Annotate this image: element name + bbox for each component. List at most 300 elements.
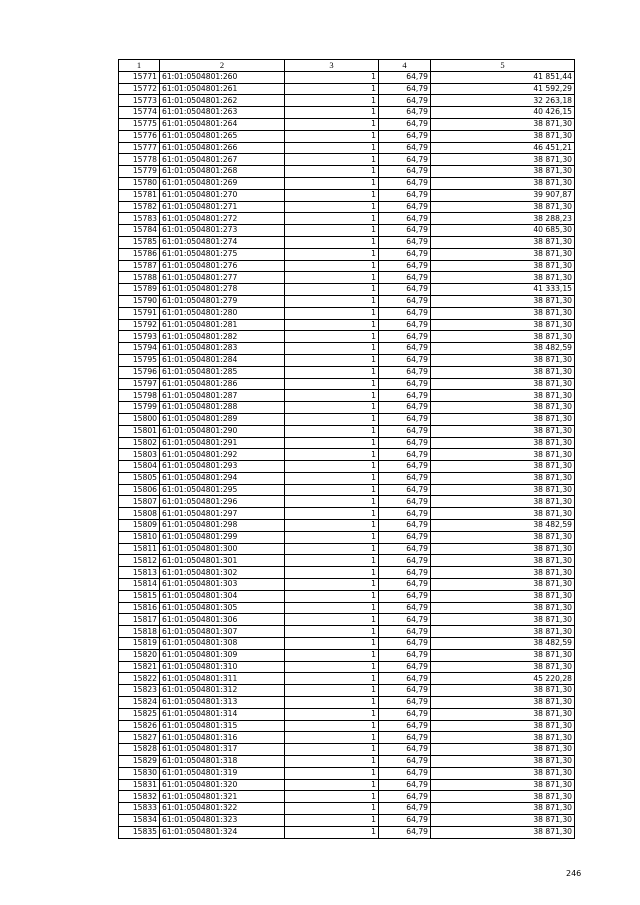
table-cell: 1 [285,685,379,697]
table-cell: 15799 [119,402,160,414]
table-cell: 61:01:0504801:267 [160,154,285,166]
table-cell: 61:01:0504801:324 [160,826,285,838]
table-cell: 61:01:0504801:306 [160,614,285,626]
table-cell: 64,79 [379,307,431,319]
table-cell: 64,79 [379,531,431,543]
table-cell: 64,79 [379,402,431,414]
table-cell: 64,79 [379,803,431,815]
table-cell: 61:01:0504801:265 [160,130,285,142]
table-row [119,744,575,756]
table-cell: 15776 [119,130,160,142]
table-row [119,685,575,697]
table-row [119,614,575,626]
table-cell: 1 [285,71,379,83]
table-cell: 1 [285,402,379,414]
table-cell: 64,79 [379,496,431,508]
table-cell: 61:01:0504801:305 [160,602,285,614]
table-cell: 38 871,30 [431,177,575,189]
table-cell: 61:01:0504801:261 [160,83,285,95]
table-cell: 1 [285,213,379,225]
table-cell: 1 [285,284,379,296]
table-cell: 64,79 [379,472,431,484]
table-cell: 61:01:0504801:290 [160,425,285,437]
table-cell: 46 451,21 [431,142,575,154]
table-cell: 15830 [119,767,160,779]
table-cell: 61:01:0504801:316 [160,732,285,744]
table-cell: 64,79 [379,508,431,520]
table-cell: 64,79 [379,319,431,331]
table-cell: 38 871,30 [431,661,575,673]
table-cell: 61:01:0504801:317 [160,744,285,756]
table-cell: 38 871,30 [431,366,575,378]
table-cell: 38 871,30 [431,791,575,803]
table-cell: 38 871,30 [431,626,575,638]
table-cell: 38 871,30 [431,815,575,827]
table-row [119,708,575,720]
table-cell: 61:01:0504801:308 [160,638,285,650]
table-cell: 15795 [119,354,160,366]
table-cell: 61:01:0504801:296 [160,496,285,508]
table-cell: 15825 [119,708,160,720]
table-cell: 1 [285,390,379,402]
table-cell: 1 [285,225,379,237]
table-cell: 61:01:0504801:322 [160,803,285,815]
table-cell: 15811 [119,543,160,555]
table-row [119,508,575,520]
table-cell: 15809 [119,520,160,532]
column-header: 3 [285,60,379,72]
table-cell: 1 [285,118,379,130]
table-cell: 61:01:0504801:303 [160,579,285,591]
table-cell: 61:01:0504801:289 [160,413,285,425]
table-cell: 38 482,59 [431,343,575,355]
table-cell: 61:01:0504801:301 [160,555,285,567]
table-cell: 15831 [119,779,160,791]
table-cell: 38 482,59 [431,638,575,650]
table-cell: 64,79 [379,555,431,567]
table-cell: 41 851,44 [431,71,575,83]
table-cell: 15832 [119,791,160,803]
table-cell: 38 871,30 [431,130,575,142]
table-cell: 61:01:0504801:286 [160,378,285,390]
table-row [119,213,575,225]
table-cell: 64,79 [379,815,431,827]
table-cell: 64,79 [379,685,431,697]
table-cell: 15807 [119,496,160,508]
table-row [119,366,575,378]
table-row [119,484,575,496]
table-cell: 15792 [119,319,160,331]
table-cell: 61:01:0504801:273 [160,225,285,237]
table-cell: 64,79 [379,95,431,107]
table-cell: 38 871,30 [431,496,575,508]
table-cell: 38 871,30 [431,508,575,520]
table-cell: 64,79 [379,697,431,709]
table-cell: 1 [285,626,379,638]
table-cell: 15802 [119,437,160,449]
table-cell: 38 871,30 [431,602,575,614]
table-cell: 1 [285,531,379,543]
table-cell: 1 [285,366,379,378]
table-cell: 1 [285,236,379,248]
table-cell: 38 871,30 [431,720,575,732]
table-cell: 61:01:0504801:323 [160,815,285,827]
table-cell: 1 [285,826,379,838]
table-cell: 15818 [119,626,160,638]
table-cell: 64,79 [379,638,431,650]
table-row [119,413,575,425]
table-cell: 15827 [119,732,160,744]
table-cell: 15790 [119,295,160,307]
table-cell: 15797 [119,378,160,390]
table-cell: 15781 [119,189,160,201]
table-cell: 64,79 [379,260,431,272]
table-cell: 61:01:0504801:291 [160,437,285,449]
table-cell: 41 592,29 [431,83,575,95]
table-cell: 38 871,30 [431,295,575,307]
table-cell: 64,79 [379,602,431,614]
table-cell: 61:01:0504801:284 [160,354,285,366]
table-cell: 1 [285,496,379,508]
table-cell: 1 [285,343,379,355]
table-cell: 38 871,30 [431,378,575,390]
table-cell: 64,79 [379,520,431,532]
table-cell: 64,79 [379,331,431,343]
table-cell: 1 [285,649,379,661]
table-cell: 15791 [119,307,160,319]
table-cell: 64,79 [379,614,431,626]
table-row [119,95,575,107]
table-cell: 61:01:0504801:274 [160,236,285,248]
table-cell: 61:01:0504801:293 [160,461,285,473]
table-cell: 61:01:0504801:264 [160,118,285,130]
table-cell: 61:01:0504801:263 [160,107,285,119]
table-row [119,83,575,95]
table-cell: 40 426,15 [431,107,575,119]
table-cell: 1 [285,260,379,272]
table-cell: 15787 [119,260,160,272]
table-cell: 15812 [119,555,160,567]
table-row [119,71,575,83]
table-cell: 1 [285,590,379,602]
table-cell: 38 871,30 [431,331,575,343]
table-cell: 1 [285,708,379,720]
table-cell: 1 [285,732,379,744]
table-cell: 61:01:0504801:288 [160,402,285,414]
table-cell: 15813 [119,567,160,579]
table-row [119,779,575,791]
table-cell: 38 871,30 [431,590,575,602]
table-cell: 1 [285,142,379,154]
table-cell: 38 871,30 [431,461,575,473]
table-cell: 64,79 [379,626,431,638]
header-row [119,60,575,72]
table-cell: 38 871,30 [431,166,575,178]
table-row [119,331,575,343]
table-cell: 61:01:0504801:272 [160,213,285,225]
table-cell: 61:01:0504801:292 [160,449,285,461]
table-cell: 1 [285,461,379,473]
table-cell: 61:01:0504801:266 [160,142,285,154]
table-row [119,284,575,296]
table-cell: 1 [285,791,379,803]
table-cell: 64,79 [379,732,431,744]
table-row [119,803,575,815]
table-cell: 1 [285,177,379,189]
table-row [119,579,575,591]
table-cell: 64,79 [379,590,431,602]
table-row [119,649,575,661]
table-cell: 38 871,30 [431,449,575,461]
table-cell: 64,79 [379,413,431,425]
table-cell: 1 [285,661,379,673]
table-row [119,425,575,437]
table-row [119,791,575,803]
table-cell: 38 871,30 [431,413,575,425]
table-cell: 61:01:0504801:318 [160,756,285,768]
table-cell: 61:01:0504801:315 [160,720,285,732]
table-cell: 61:01:0504801:313 [160,697,285,709]
table-cell: 61:01:0504801:287 [160,390,285,402]
table-cell: 64,79 [379,437,431,449]
table-cell: 15800 [119,413,160,425]
table-cell: 61:01:0504801:304 [160,590,285,602]
table-cell: 38 871,30 [431,756,575,768]
table-row [119,673,575,685]
table-row [119,815,575,827]
table-cell: 15815 [119,590,160,602]
table-cell: 1 [285,673,379,685]
table-cell: 64,79 [379,118,431,130]
table-cell: 61:01:0504801:295 [160,484,285,496]
table-cell: 61:01:0504801:320 [160,779,285,791]
table-row [119,697,575,709]
table-cell: 64,79 [379,708,431,720]
table-row [119,236,575,248]
table-cell: 38 871,30 [431,744,575,756]
table-cell: 61:01:0504801:278 [160,284,285,296]
table-cell: 1 [285,295,379,307]
table-cell: 64,79 [379,248,431,260]
table-cell: 1 [285,248,379,260]
table-cell: 64,79 [379,484,431,496]
table-cell: 1 [285,354,379,366]
table-row [119,602,575,614]
table-cell: 1 [285,189,379,201]
table-cell: 64,79 [379,83,431,95]
table-row [119,130,575,142]
table-cell: 15796 [119,366,160,378]
table-cell: 15789 [119,284,160,296]
table-cell: 64,79 [379,201,431,213]
table-cell: 1 [285,437,379,449]
table-cell: 1 [285,107,379,119]
table-cell: 15803 [119,449,160,461]
table-row [119,189,575,201]
table-row [119,118,575,130]
table-cell: 1 [285,579,379,591]
table-cell: 64,79 [379,449,431,461]
table-cell: 38 482,59 [431,520,575,532]
table-cell: 64,79 [379,189,431,201]
table-cell: 15798 [119,390,160,402]
table-cell: 38 871,30 [431,543,575,555]
table-cell: 64,79 [379,130,431,142]
table-cell: 61:01:0504801:294 [160,472,285,484]
table-row [119,767,575,779]
column-header: 2 [160,60,285,72]
table-cell: 61:01:0504801:275 [160,248,285,260]
table-cell: 1 [285,720,379,732]
table-cell: 64,79 [379,390,431,402]
table-row [119,166,575,178]
table-cell: 64,79 [379,71,431,83]
table-row [119,142,575,154]
table-cell: 64,79 [379,649,431,661]
table-cell: 61:01:0504801:309 [160,649,285,661]
table-cell: 64,79 [379,225,431,237]
table-cell: 38 871,30 [431,614,575,626]
table-row [119,520,575,532]
table-cell: 15814 [119,579,160,591]
table-cell: 15771 [119,71,160,83]
table-row [119,626,575,638]
table-cell: 1 [285,567,379,579]
table-row [119,343,575,355]
table-cell: 45 220,28 [431,673,575,685]
table-cell: 61:01:0504801:310 [160,661,285,673]
table-cell: 1 [285,543,379,555]
table-cell: 64,79 [379,378,431,390]
table-cell: 15826 [119,720,160,732]
table-cell: 15805 [119,472,160,484]
table-cell: 38 871,30 [431,708,575,720]
table-cell: 38 871,30 [431,437,575,449]
table-cell: 15801 [119,425,160,437]
table-cell: 15773 [119,95,160,107]
table-cell: 64,79 [379,425,431,437]
table-cell: 1 [285,614,379,626]
table-cell: 15806 [119,484,160,496]
table-cell: 1 [285,697,379,709]
table-cell: 64,79 [379,461,431,473]
table-cell: 61:01:0504801:282 [160,331,285,343]
table-cell: 61:01:0504801:314 [160,708,285,720]
table-row [119,260,575,272]
table-cell: 61:01:0504801:299 [160,531,285,543]
table-cell: 61:01:0504801:319 [160,767,285,779]
table-row [119,295,575,307]
page-number: 246 [566,869,582,878]
table-cell: 1 [285,555,379,567]
table-cell: 15793 [119,331,160,343]
table-cell: 38 871,30 [431,697,575,709]
table-cell: 61:01:0504801:279 [160,295,285,307]
table-cell: 15784 [119,225,160,237]
table-cell: 1 [285,520,379,532]
table-row [119,461,575,473]
table-cell: 64,79 [379,673,431,685]
table-row [119,437,575,449]
table-cell: 38 871,30 [431,649,575,661]
table-cell: 64,79 [379,826,431,838]
table-cell: 15788 [119,272,160,284]
table-row [119,543,575,555]
table-cell: 38 871,30 [431,779,575,791]
table-cell: 61:01:0504801:262 [160,95,285,107]
table-cell: 15794 [119,343,160,355]
table-cell: 38 871,30 [431,248,575,260]
table-cell: 1 [285,331,379,343]
table-cell: 38 871,30 [431,307,575,319]
table-cell: 64,79 [379,343,431,355]
table-cell: 15804 [119,461,160,473]
table-row [119,661,575,673]
table-cell: 15835 [119,826,160,838]
table-cell: 38 871,30 [431,402,575,414]
table-row [119,590,575,602]
table-cell: 61:01:0504801:311 [160,673,285,685]
table-row [119,319,575,331]
table-row [119,354,575,366]
table-cell: 38 871,30 [431,236,575,248]
table-cell: 1 [285,378,379,390]
table-cell: 61:01:0504801:269 [160,177,285,189]
table-cell: 38 871,30 [431,425,575,437]
table-cell: 61:01:0504801:321 [160,791,285,803]
table-row [119,531,575,543]
table-cell: 61:01:0504801:271 [160,201,285,213]
table-cell: 15828 [119,744,160,756]
table-cell: 64,79 [379,661,431,673]
table-cell: 1 [285,319,379,331]
table-row [119,177,575,189]
table-cell: 1 [285,803,379,815]
table-cell: 38 871,30 [431,732,575,744]
table-cell: 15833 [119,803,160,815]
table-cell: 64,79 [379,579,431,591]
table-row [119,472,575,484]
table-cell: 15824 [119,697,160,709]
table-cell: 64,79 [379,177,431,189]
table-cell: 15786 [119,248,160,260]
table-row [119,402,575,414]
table-cell: 64,79 [379,236,431,248]
table-cell: 15783 [119,213,160,225]
table-cell: 1 [285,638,379,650]
table-cell: 38 871,30 [431,685,575,697]
table-cell: 38 871,30 [431,272,575,284]
table-cell: 1 [285,744,379,756]
register-table [118,59,575,839]
table-cell: 38 871,30 [431,118,575,130]
table-cell: 61:01:0504801:302 [160,567,285,579]
table-cell: 1 [285,307,379,319]
table-cell: 1 [285,602,379,614]
table-row [119,567,575,579]
table-row [119,248,575,260]
table-cell: 64,79 [379,142,431,154]
table-cell: 1 [285,83,379,95]
table-cell: 1 [285,472,379,484]
table-cell: 15821 [119,661,160,673]
column-header: 1 [119,60,160,72]
table-row [119,201,575,213]
table-cell: 61:01:0504801:312 [160,685,285,697]
table-row [119,449,575,461]
table-cell: 15823 [119,685,160,697]
table-cell: 64,79 [379,567,431,579]
